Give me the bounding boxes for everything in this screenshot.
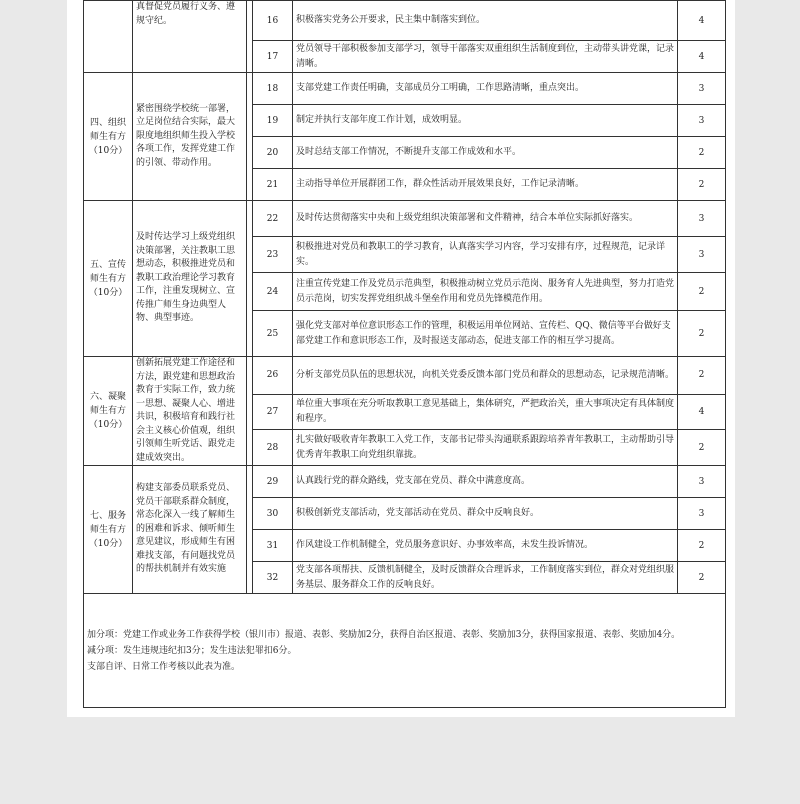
row-item: 扎实做好吸收青年教职工入党工作，支部书记带头沟通联系跟踪培养青年教职工，主动帮助引导优秀青年教职工向党组织靠拢。 — [293, 430, 678, 466]
table-row — [84, 1, 726, 41]
row-item: 制定并执行支部年度工作计划，成效明显。 — [293, 105, 678, 137]
row-item: 单位重大事项在充分听取教职工意见基础上，集体研究，严把政治关，重大事项决定有具体制度和程序。 — [293, 394, 678, 430]
row-item: 注重宣传党建工作及党员示范典型，积极推动树立党员示范岗、服务育人先进典型，努力打造党员示范岗，切实发挥党组织战斗堡垒作用和党员先锋模范作用。 — [293, 273, 678, 311]
row-score: 3 — [678, 237, 726, 273]
evaluation-table — [83, 0, 726, 708]
category-cell-cont — [84, 1, 133, 73]
row-item: 主动指导单位开展群团工作，群众性活动开展效果良好，工作记录清晰。 — [293, 169, 678, 201]
category-desc: 及时传达学习上级党组织决策部署，关注教职工思想动态，积极推进党员和教职工政治理论学习教育工作，注重发现树立、宣传推广师生身边典型人物、典型事迹。 — [133, 201, 247, 357]
row-score: 3 — [678, 201, 726, 237]
row-score: 3 — [678, 466, 726, 498]
row-item: 党支部各项帮扶、反馈机制健全，及时反馈群众合理诉求，工作制度落实到位，群众对党组织服务基层、服务群众工作的反响良好。 — [293, 562, 678, 594]
row-score: 3 — [678, 73, 726, 105]
row-score: 2 — [678, 530, 726, 562]
row-number: 30 — [253, 498, 293, 530]
row-number: 31 — [253, 530, 293, 562]
row-score: 2 — [678, 169, 726, 201]
category-title: 四、组织师生有方（10分） — [84, 73, 133, 201]
row-score: 2 — [678, 430, 726, 466]
document-sheet — [67, 0, 735, 717]
table-row — [84, 466, 726, 498]
category-desc: 真督促党员履行义务、遵规守纪。 — [133, 1, 247, 73]
table-row — [84, 201, 726, 237]
row-number: 19 — [253, 105, 293, 137]
row-number: 25 — [253, 311, 293, 357]
row-score: 2 — [678, 273, 726, 311]
row-number: 22 — [253, 201, 293, 237]
bonus-note: 加分项：党建工作或业务工作获得学校（银川市）报道、表彰、奖励加2分，获得自治区报道、表彰、奖励加3分，获得国家报道、表彰、奖励加4分。 — [87, 629, 681, 640]
notes-cell — [84, 594, 726, 708]
category-desc: 紧密围绕学校统一部署，立足岗位结合实际，最大限度地组织师生投入学校各项工作，发挥党建工作的引领、带动作用。 — [133, 73, 247, 201]
row-number: 21 — [253, 169, 293, 201]
row-score: 4 — [678, 1, 726, 41]
category-desc: 构建支部委员联系党员、党员干部联系群众制度，常态化深入一线了解师生的困难和诉求、倾听师生意见建议，形成师生有困难找支部，有问题找党员的帮扶机制并有效实施 — [133, 466, 247, 594]
row-number: 20 — [253, 137, 293, 169]
usage-note: 支部自评、日常工作考核以此表为准。 — [87, 661, 241, 672]
row-score: 4 — [678, 394, 726, 430]
row-number: 29 — [253, 466, 293, 498]
row-item: 支部党建工作责任明确，支部成员分工明确，工作思路清晰，重点突出。 — [293, 73, 678, 105]
row-item: 作风建设工作机制健全，党员服务意识好、办事效率高，未发生投诉情况。 — [293, 530, 678, 562]
row-item: 及时总结支部工作情况，不断提升支部工作成效和水平。 — [293, 137, 678, 169]
row-number: 18 — [253, 73, 293, 105]
row-score: 3 — [678, 498, 726, 530]
category-title: 六、凝聚师生有方（10分） — [84, 357, 133, 466]
row-score: 3 — [678, 105, 726, 137]
row-item: 认真践行党的群众路线，党支部在党员、群众中满意度高。 — [293, 466, 678, 498]
row-number: 27 — [253, 394, 293, 430]
row-number: 17 — [253, 41, 293, 73]
row-item: 及时传达贯彻落实中央和上级党组织决策部署和文件精神，结合本单位实际抓好落实。 — [293, 201, 678, 237]
table-row — [84, 357, 726, 395]
row-number: 24 — [253, 273, 293, 311]
row-item: 分析支部党员队伍的思想状况，向机关党委反馈本部门党员和群众的思想动态，记录规范清晰。 — [293, 357, 678, 395]
row-score: 2 — [678, 357, 726, 395]
row-item: 积极推进对党员和教职工的学习教育，认真落实学习内容，学习安排有序，过程规范，记录详实。 — [293, 237, 678, 273]
row-item: 党员领导干部积极参加支部学习，领导干部落实双重组织生活制度到位，主动带头讲党课，记录清晰。 — [293, 41, 678, 73]
row-score: 2 — [678, 137, 726, 169]
row-score: 2 — [678, 562, 726, 594]
penalty-note: 减分项：发生违规违纪扣3分；发生违法犯罪扣6分。 — [87, 645, 297, 656]
category-title: 七、服务师生有方（10分） — [84, 466, 133, 594]
table-row — [84, 73, 726, 105]
row-item: 强化党支部对单位意识形态工作的管理，积极运用单位网站、宣传栏、QQ、微信等平台做好支部党建工作和意识形态工作，及时报送支部动态，促进支部工作的相互学习提高。 — [293, 311, 678, 357]
category-title: 五、宣传师生有方（10分） — [84, 201, 133, 357]
row-number: 23 — [253, 237, 293, 273]
row-number: 28 — [253, 430, 293, 466]
row-number: 16 — [253, 1, 293, 41]
row-item: 积极落实党务公开要求，民主集中制落实到位。 — [293, 1, 678, 41]
row-score: 4 — [678, 41, 726, 73]
notes-row — [84, 594, 726, 708]
row-number: 32 — [253, 562, 293, 594]
category-desc: 创新拓展党建工作途径和方法，跟党建和思想政治教育于实际工作，致力统一思想、凝聚人心、增进共识，积极培育和践行社会主义核心价值观，组织引领师生听党话、跟党走建成效突出。 — [133, 357, 247, 466]
row-score: 2 — [678, 311, 726, 357]
row-item: 积极创新党支部活动，党支部活动在党员、群众中反响良好。 — [293, 498, 678, 530]
row-number: 26 — [253, 357, 293, 395]
